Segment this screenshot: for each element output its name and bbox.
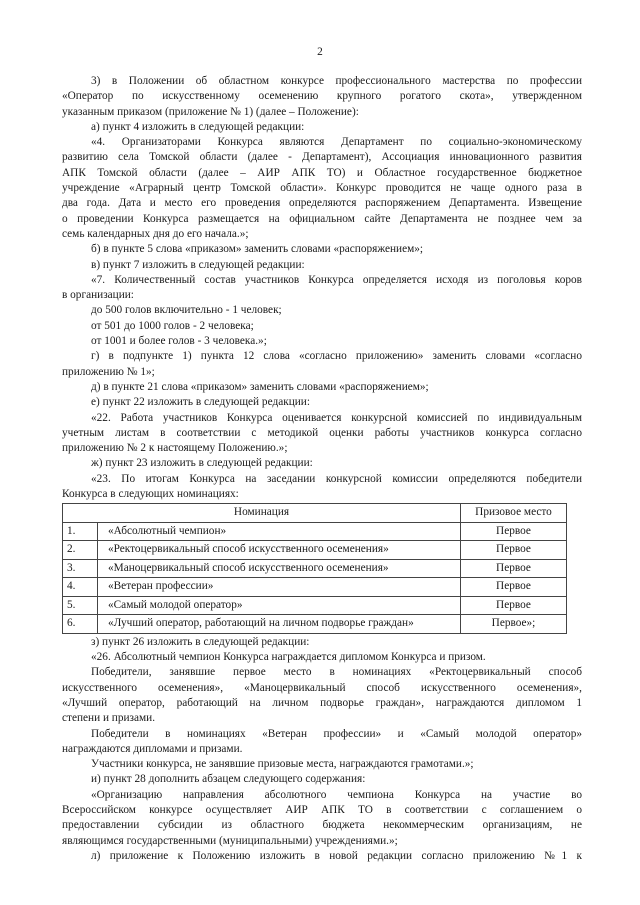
paragraph-22-evaluation [62,411,582,457]
header-nomination: Номинация [63,504,461,523]
text-line: приложению № 1»; [62,365,155,378]
prize-place: Первое [461,541,567,560]
table-row [63,559,567,578]
paragraph-v: в) пункт 7 изложить в следующей редакции: [91,258,305,271]
quota-line-1: до 500 голов включительно - 1 человек; [91,304,282,317]
text-line: «7. Количественный состав участников Конкурса определяется исходя из поголовья коров [91,273,582,286]
row-number: 3. [63,559,98,578]
header-prize-place: Призовое место [461,504,567,523]
document-body [62,74,582,864]
paragraph-i: и) пункт 28 дополнить абзацем следующего содержания: [91,773,366,786]
paragraph-winners-first [62,665,582,726]
text-line: приложению № 2 к настоящему Положению.»; [62,442,288,455]
text-line: «4. Организаторами Конкурса являются Департамент по социально-экономическому [91,136,582,149]
paragraph-l [62,849,582,864]
paragraph-4-organizers [62,135,582,242]
text-line: учетным листам в соответствии с методикой оценки работы участников конкурса согласно [62,426,582,439]
text-line: 3) в Положении об областном конкурсе профессионального мастерства по профессии [91,75,582,87]
text-line: два года. Дата и место его проведения определяются распоряжением Департамента. Извещение [62,197,582,210]
paragraph-winners-other [62,727,582,758]
text-line: являющимся государственными (муниципальными) учреждениями.»; [62,834,398,847]
text-line: Победители в номинациях «Ветеран профессии» и «Самый молодой оператор» [91,727,582,740]
row-number: 6. [63,615,98,634]
prize-place: Первое [461,596,567,615]
text-line: о проведении Конкурса размещается на официальном сайте Департамента не позднее чем за [62,212,582,225]
nomination-name: «Ректоцервикальный способ искусственного осеменения» [98,541,461,560]
table-row [63,615,567,634]
row-number: 1. [63,522,98,541]
text-line: семь календарных дня до его начала.»; [62,227,249,240]
prize-place: Первое [461,522,567,541]
text-line: указанным приказом (приложение № 1) (далее – Положение): [62,105,359,118]
text-line: предоставлении субсидии из областного бюджета некоммерческим организациям, не [62,819,582,832]
nomination-name: «Абсолютный чемпион» [98,522,461,541]
prize-place: Первое»; [461,615,567,634]
table-row [63,596,567,615]
text-line: «Организацию направления абсолютного чемпиона Конкурса на участие во [91,788,582,801]
paragraph-b: б) в пункте 5 слова «приказом» заменить словами «распоряжением»; [91,243,424,256]
text-line: искусственного осеменения», «Маноцервикальный способ искусственного осеменения», [62,681,582,694]
nomination-name: «Маноцервикальный способ искусственного осеменения» [98,559,461,578]
text-line: «Оператор по искусственному осеменению крупного рогатого скота», утвержденном [62,90,582,103]
paragraph-7-quantity [62,273,582,304]
paragraph-e: е) пункт 22 изложить в следующей редакции: [91,396,310,409]
text-line: Всероссийском конкурсе осуществляет АИР АПК ТО в соответствии с соглашением о [62,804,582,817]
text-line: степени и призами. [62,712,156,725]
text-line: «22. Работа участников Конкурса оценивается конкурсной комиссией по индивидуальным [91,411,582,424]
quota-line-3: от 1001 и более голов - 3 человека.»; [91,335,267,348]
paragraph-26-champion: «26. Абсолютный чемпион Конкурса награждается дипломом Конкурса и призом. [91,651,486,664]
paragraph-zh: ж) пункт 23 изложить в следующей редакции: [91,457,313,470]
text-line: л) приложение к Положению изложить в новой редакции согласно приложению №1 к [91,849,582,862]
paragraph-g [62,349,582,380]
paragraph-3-intro [62,74,582,120]
table-row [63,522,567,541]
row-number: 4. [63,578,98,597]
nomination-name: «Самый молодой оператор» [98,596,461,615]
text-line: АПК Томской области (далее – АИР АПК ТО) и Областное государственное бюджетное [62,166,582,179]
row-number: 2. [63,541,98,560]
text-line: развитию села Томской области (далее - Департамент), Ассоциация инновационного развития [62,151,582,164]
paragraph-d: д) в пункте 21 слова «приказом» заменить словами «распоряжением»; [91,380,429,393]
text-line: в организации: [62,289,134,302]
paragraph-all-russian [62,788,582,849]
paragraph-a: а) пункт 4 изложить в следующей редакции: [91,120,305,133]
paragraph-23-nominations [62,472,582,503]
paragraph-z: з) пункт 26 изложить в следующей редакции: [91,635,310,648]
text-line: награждаются дипломами и призами. [62,742,243,755]
table-header-row [63,504,567,523]
text-line: учреждение «Аграрный центр Томской области». Конкурс проводится не чаще одного раза в [62,182,582,195]
text-line: Победители, занявшие первое место в номинациях «Ректоцервикальный способ [91,666,582,679]
text-line: г) в подпункте 1) пункта 12 слова «согласно приложению» заменить словами «согласно [91,350,582,363]
table-row [63,541,567,560]
nomination-name: «Лучший оператор, работающий на личном подворье граждан» [98,615,461,634]
prize-place: Первое [461,559,567,578]
table-row [63,578,567,597]
quota-line-2: от 501 до 1000 голов - 2 человека; [91,319,254,332]
page-number: 2 [317,46,323,58]
nominations-table [62,503,567,634]
text-line: Конкурса в следующих номинациях: [62,488,239,501]
row-number: 5. [63,596,98,615]
prize-place: Первое [461,578,567,597]
paragraph-participants: Участники конкурса, не занявшие призовые места, награждаются грамотами.»; [91,758,474,771]
nomination-name: «Ветеран профессии» [98,578,461,597]
text-line: «23. По итогам Конкурса на заседании конкурсной комиссии определяются победители [91,472,582,485]
text-line: «Лучший оператор, работающий на личном подворье граждан», награждаются дипломом 1 [62,697,582,709]
